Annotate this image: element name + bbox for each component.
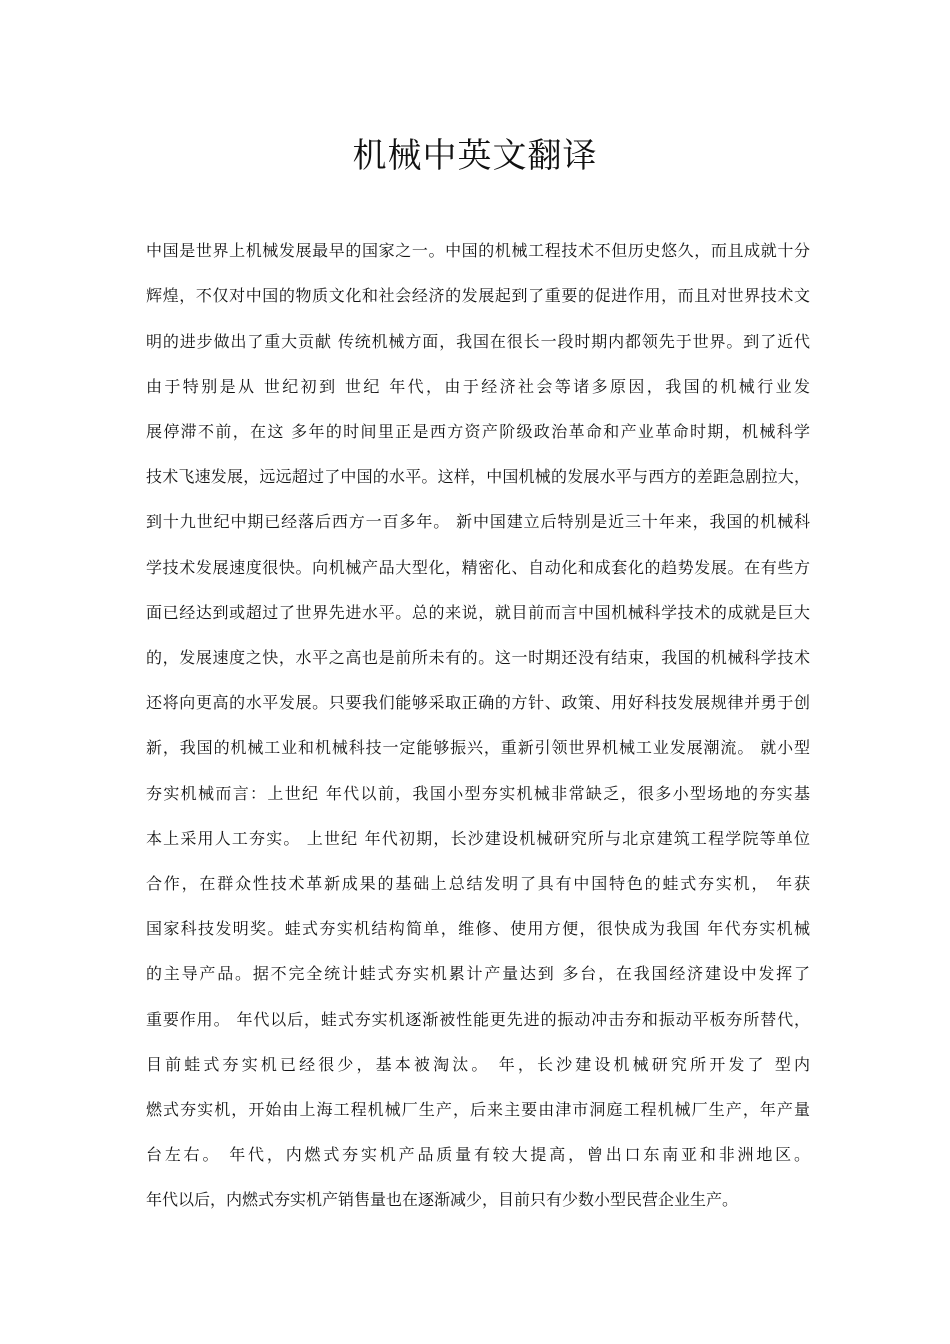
body-line: 台左右。 年代，内燃式夯实机产品质量有较大提高，曾出口东南亚和非洲地区。: [146, 1145, 810, 1164]
body-line: 由于特别是从 世纪初到 世纪 年代，由于经济社会等诸多原因，我国的机械行业发: [146, 377, 810, 396]
body-line: 技术飞速发展，远远超过了中国的水平。这样，中国机械的发展水平与西方的差距急剧拉大，: [146, 467, 810, 486]
body-line: 辉煌，不仅对中国的物质文化和社会经济的发展起到了重要的促进作用，而且对世界技术文: [146, 286, 810, 305]
body-line: 到十九世纪中期已经落后西方一百多年。 新中国建立后特别是近三十年来，我国的机械科: [146, 512, 810, 531]
body-line: 的，发展速度之快，水平之高也是前所未有的。这一时期还没有结束，我国的机械科学技术: [146, 648, 810, 667]
body-line: 学技术发展速度很快。向机械产品大型化，精密化、自动化和成套化的趋势发展。在有些方: [146, 558, 810, 577]
body-line: 国家科技发明奖。蛙式夯实机结构简单，维修、使用方便，很快成为我国 年代夯实机械: [146, 919, 810, 938]
body-line: 的主导产品。据不完全统计蛙式夯实机累计产量达到 多台，在我国经济建设中发挥了: [146, 964, 810, 983]
body-line: 面已经达到或超过了世界先进水平。总的来说，就目前而言中国机械科学技术的成就是巨大: [146, 603, 810, 622]
body-line: 重要作用。 年代以后，蛙式夯实机逐渐被性能更先进的振动冲击夯和振动平板夯所替代，: [146, 1010, 810, 1029]
body-line: 还将向更高的水平发展。只要我们能够采取正确的方针、政策、用好科技发展规律并勇于创: [146, 693, 810, 712]
body-line: 中国是世界上机械发展最早的国家之一。中国的机械工程技术不但历史悠久，而且成就十分: [146, 241, 810, 260]
document-title: 机械中英文翻译: [352, 136, 598, 176]
body-line: 目前蛙式夯实机已经很少，基本被淘汰。 年，长沙建设机械研究所开发了 型内: [146, 1055, 810, 1074]
body-line: 夯实机械而言：上世纪 年代以前，我国小型夯实机械非常缺乏，很多小型场地的夯实基: [146, 784, 810, 803]
body-line: 明的进步做出了重大贡献 传统机械方面，我国在很长一段时期内都领先于世界。到了近代: [146, 332, 810, 351]
body-line: 合作，在群众性技术革新成果的基础上总结发明了具有中国特色的蛙式夯实机， 年获: [146, 874, 810, 893]
body-line: 新，我国的机械工业和机械科技一定能够振兴，重新引领世界机械工业发展潮流。 就小型: [146, 738, 810, 757]
body-line: 年代以后，内燃式夯实机产销售量也在逐渐减少，目前只有少数小型民营企业生产。: [146, 1190, 739, 1209]
body-line: 燃式夯实机，开始由上海工程机械厂生产，后来主要由津市洞庭工程机械厂生产，年产量: [146, 1100, 810, 1119]
body-line: 本上采用人工夯实。 上世纪 年代初期，长沙建设机械研究所与北京建筑工程学院等单位: [146, 829, 810, 848]
body-line: 展停滞不前，在这 多年的时间里正是西方资产阶级政治革命和产业革命时期，机械科学: [146, 422, 810, 441]
